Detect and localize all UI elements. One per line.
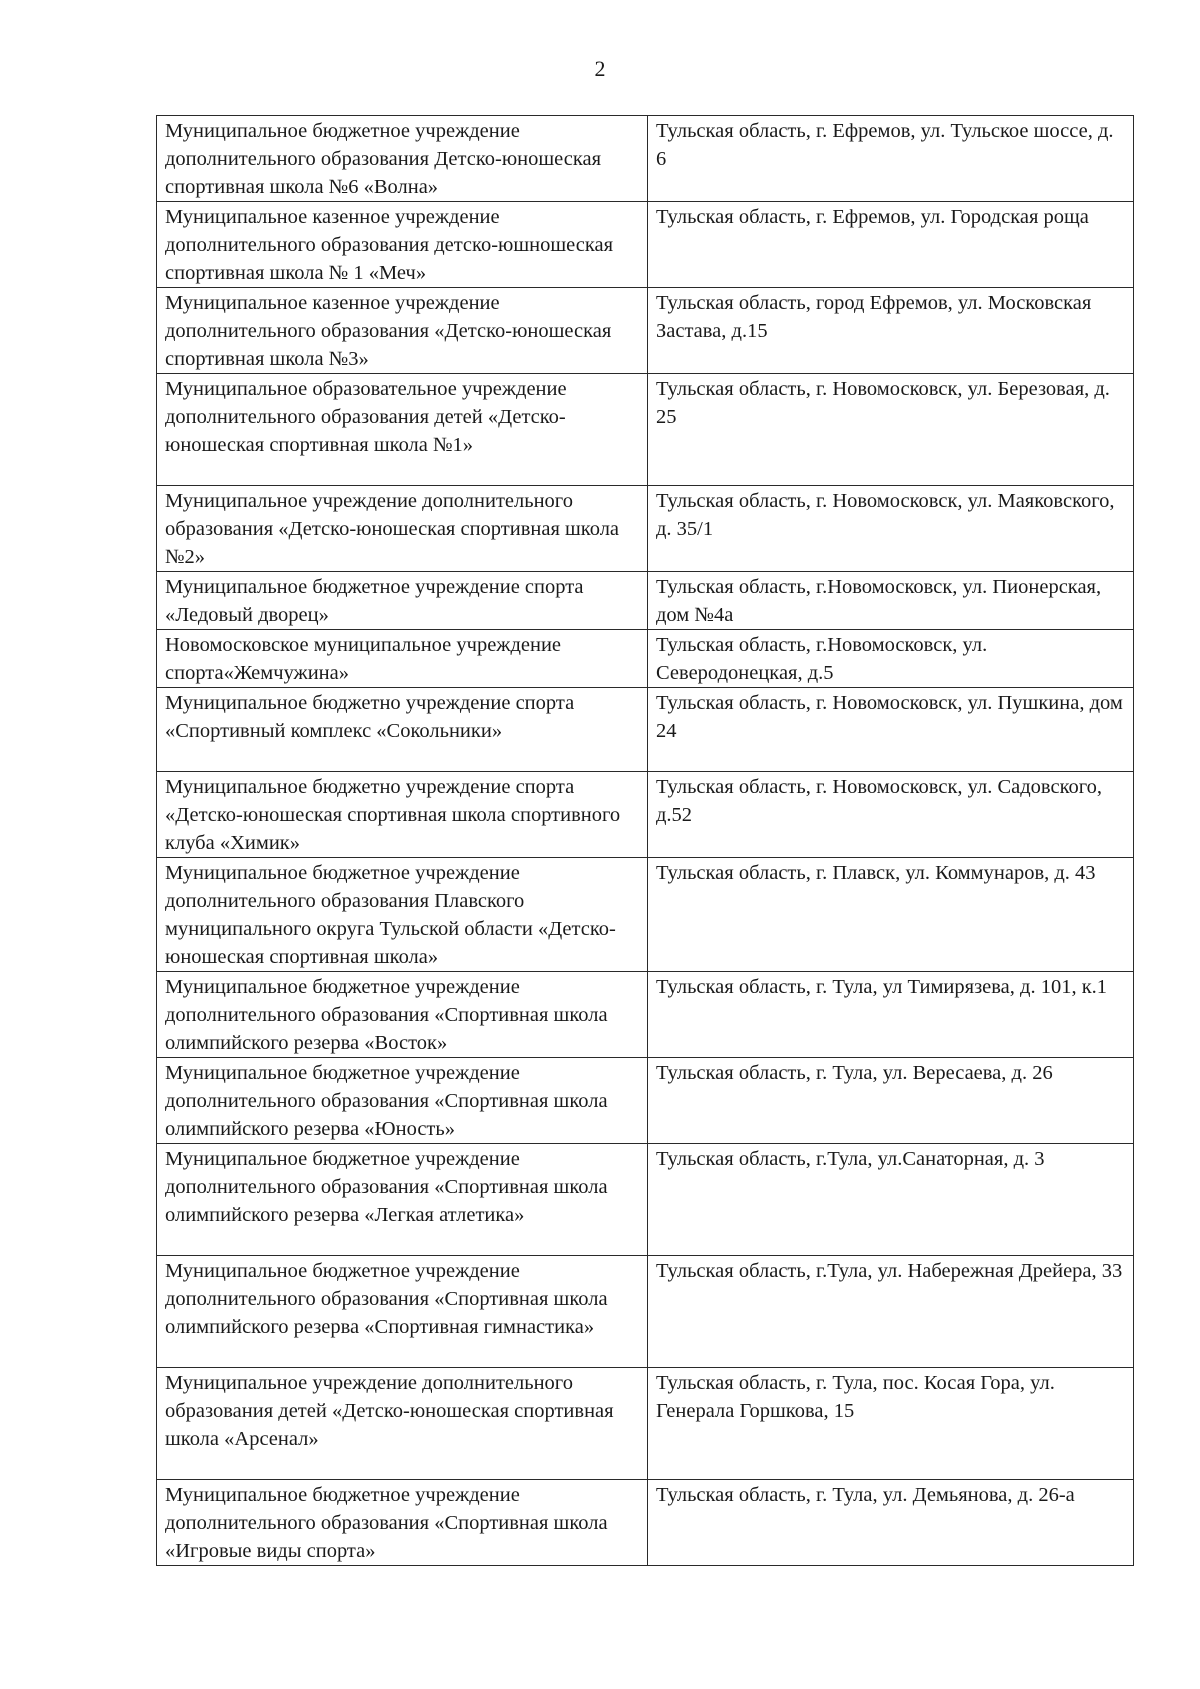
page-number: 2 — [594, 56, 606, 81]
table-row — [157, 688, 1134, 772]
table-row — [157, 972, 1134, 1058]
table-row — [157, 630, 1134, 688]
institution-address-cell: Тульская область, город Ефремов, ул. Московская Застава, д.15 — [648, 288, 1134, 374]
table-row — [157, 202, 1134, 288]
table-row — [157, 1368, 1134, 1480]
institution-address-cell: Тульская область, г.Тула, ул. Набережная Дрейера, 33 — [648, 1256, 1134, 1368]
table-row — [157, 116, 1134, 202]
institution-name-cell: Муниципальное бюджетное учреждение дополнительного образования «Спортивная школа олимпийского резерва «Спортивная гимнастика» — [157, 1256, 648, 1368]
institution-address-cell: Тульская область, г. Тула, ул. Вересаева, д. 26 — [648, 1058, 1134, 1144]
institution-address-cell: Тульская область, г. Тула, пос. Косая Гора, ул. Генерала Горшкова, 15 — [648, 1368, 1134, 1480]
table-row — [157, 1058, 1134, 1144]
institution-name-cell: Муниципальное бюджетное учреждение дополнительного образования «Спортивная школа олимпийского резерва «Юность» — [157, 1058, 648, 1144]
institution-name-cell: Муниципальное образовательное учреждение дополнительного образования детей «Детско-юношеская спортивная школа №1» — [157, 374, 648, 486]
institution-address-cell: Тульская область, г. Новомосковск, ул. Маяковского, д. 35/1 — [648, 486, 1134, 572]
institution-name-cell: Муниципальное бюджетное учреждение спорта «Ледовый дворец» — [157, 572, 648, 630]
institution-name-cell: Муниципальное бюджетное учреждение дополнительного образования «Спортивная школа олимпийского резерва «Восток» — [157, 972, 648, 1058]
institution-address-cell: Тульская область, г.Новомосковск, ул. Северодонецкая, д.5 — [648, 630, 1134, 688]
table-row — [157, 772, 1134, 858]
institution-address-cell: Тульская область, г. Тула, ул Тимирязева, д. 101, к.1 — [648, 972, 1134, 1058]
institution-name-cell: Муниципальное учреждение дополнительного образования детей «Детско-юношеская спортивная школа «Арсенал» — [157, 1368, 648, 1480]
institution-name-cell: Муниципальное бюджетно учреждение спорта «Спортивный комплекс «Сокольники» — [157, 688, 648, 772]
institution-name-cell: Новомосковское муниципальное учреждение спорта«Жемчужина» — [157, 630, 648, 688]
table-row — [157, 1144, 1134, 1256]
institution-name-cell: Муниципальное бюджетно учреждение спорта «Детско-юношеская спортивная школа спортивного клуба «Химик» — [157, 772, 648, 858]
institution-address-cell: Тульская область, г. Новомосковск, ул. Березовая, д. 25 — [648, 374, 1134, 486]
institution-name-cell: Муниципальное бюджетное учреждение дополнительного образования «Спортивная школа олимпийского резерва «Легкая атлетика» — [157, 1144, 648, 1256]
institution-name-cell: Муниципальное казенное учреждение дополнительного образования детско-юшношеская спортивная школа № 1 «Меч» — [157, 202, 648, 288]
table-row — [157, 858, 1134, 972]
table-row — [157, 1480, 1134, 1566]
institution-address-cell: Тульская область, г. Новомосковск, ул. Садовского, д.52 — [648, 772, 1134, 858]
institution-name-cell: Муниципальное бюджетное учреждение дополнительного образования «Спортивная школа «Игровые виды спорта» — [157, 1480, 648, 1566]
institution-name-cell: Муниципальное учреждение дополнительного образования «Детско-юношеская спортивная школа №2» — [157, 486, 648, 572]
institution-address-cell: Тульская область, г.Тула, ул.Санаторная, д. 3 — [648, 1144, 1134, 1256]
institution-address-cell: Тульская область, г. Новомосковск, ул. Пушкина, дом 24 — [648, 688, 1134, 772]
table-row — [157, 572, 1134, 630]
table-row — [157, 374, 1134, 486]
institution-name-cell: Муниципальное бюджетное учреждение дополнительного образования Детско-юношеская спортивная школа №6 «Волна» — [157, 116, 648, 202]
institutions-table — [156, 115, 1134, 1566]
institution-address-cell: Тульская область, г.Новомосковск, ул. Пионерская, дом №4а — [648, 572, 1134, 630]
institution-name-cell: Муниципальное казенное учреждение дополнительного образования «Детско-юношеская спортивная школа №3» — [157, 288, 648, 374]
institution-address-cell: Тульская область, г. Ефремов, ул. Тульское шоссе, д. 6 — [648, 116, 1134, 202]
table-row — [157, 1256, 1134, 1368]
table-row — [157, 288, 1134, 374]
institution-address-cell: Тульская область, г. Ефремов, ул. Городская роща — [648, 202, 1134, 288]
institution-name-cell: Муниципальное бюджетное учреждение дополнительного образования Плавского муниципального округа Тульской области «Детско-юношеская спортивная школа» — [157, 858, 648, 972]
institution-address-cell: Тульская область, г. Плавск, ул. Коммунаров, д. 43 — [648, 858, 1134, 972]
institution-address-cell: Тульская область, г. Тула, ул. Демьянова, д. 26-а — [648, 1480, 1134, 1566]
table-row — [157, 486, 1134, 572]
